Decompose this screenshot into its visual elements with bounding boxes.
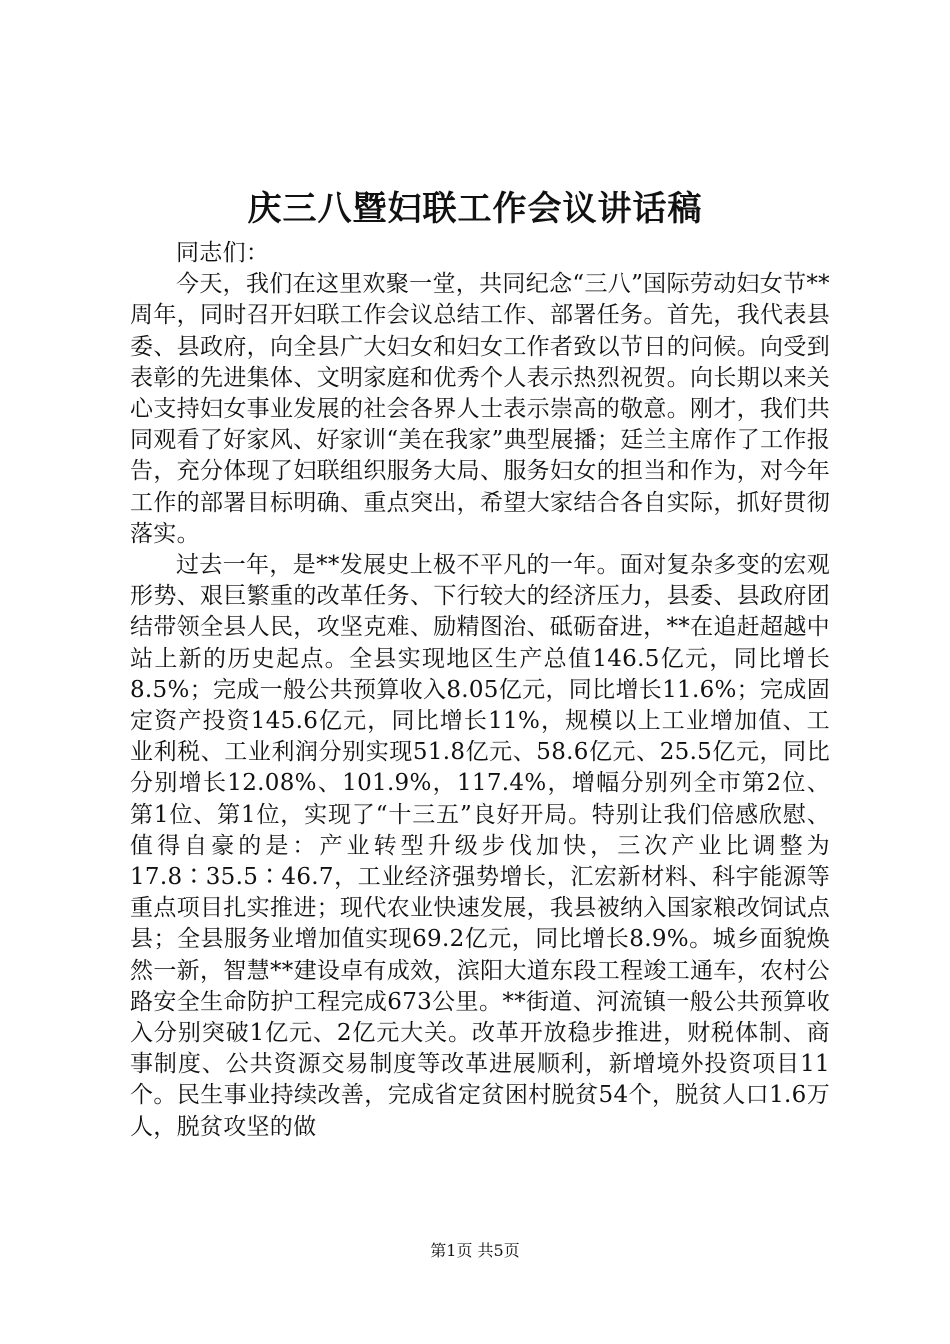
document-title: 庆三八暨妇联工作会议讲话稿 [247,189,703,229]
paragraph-2: 过去一年，是**发展史上极不平凡的一年。面对复杂多变的宏观形势、艰巨繁重的改革任务、下行较大的经济压力，县委、县政府团结带领全县人民，攻坚克难、励精图治、砥砺奋进，**在追赶超越中站上新的历史起点。全县实现地区生产总值146.5亿元，同比增长8.5%；完成一般公共预算收入8.05亿元，同比增长11.6%；完成固定资产投资145.6亿元，同比增长11%，规模以上工业增加值、工业利税、工业利润分别实现51.8亿元、58.6亿元、25.5亿元，同比分别增长12.08%、101.9%，117.4%，增幅分别列全市第2位、第1位、第1位，实现了“十三五”良好开局。特别让我们倍感欣慰、值得自豪的是：产业转型升级步伐加快，三次产业比调整为17.8∶35.5∶46.7，工业经济强势增长，汇宏新材料、科宇能源等重点项目扎实推进；现代农业快速发展，我县被纳入国家粮改饲试点县；全县服务业增加值实现69.2亿元，同比增长8.9%。城乡面貌焕然一新，智慧**建设卓有成效，滨阳大道东段工程竣工通车，农村公路安全生命防护工程完成673公里。**街道、河流镇一般公共预算收入分别突破1亿元、2亿元大关。改革开放稳步推进，财税体制、商事制度、公共资源交易制度等改革进展顺利，新增境外投资项目11个。民生事业持续改善，完成省定贫困村脱贫54个，脱贫人口1.6万人，脱贫攻坚的做 [130,552,830,1140]
paragraph-1: 今天，我们在这里欢聚一堂，共同纪念“三八”国际劳动妇女节**周年，同时召开妇联工作会议总结工作、部署任务。首先，我代表县委、县政府，向全县广大妇女和妇女工作者致以节日的问候。向受到表彰的先进集体、文明家庭和优秀个人表示热烈祝贺。向长期以来关心支持妇女事业发展的社会各界人士表示崇高的敬意。刚才，我们共同观看了好家风、好家训“美在我家”典型展播；廷兰主席作了工作报告，充分体现了妇联组织服务大局、服务妇女的担当和作为，对今年工作的部署目标明确、重点突出，希望大家结合各自实际，抓好贯彻落实。 [130,271,830,547]
page-footer: 第1页 共5页 [430,1241,520,1260]
salutation: 同志们： [176,240,270,266]
document-body [130,238,830,1143]
